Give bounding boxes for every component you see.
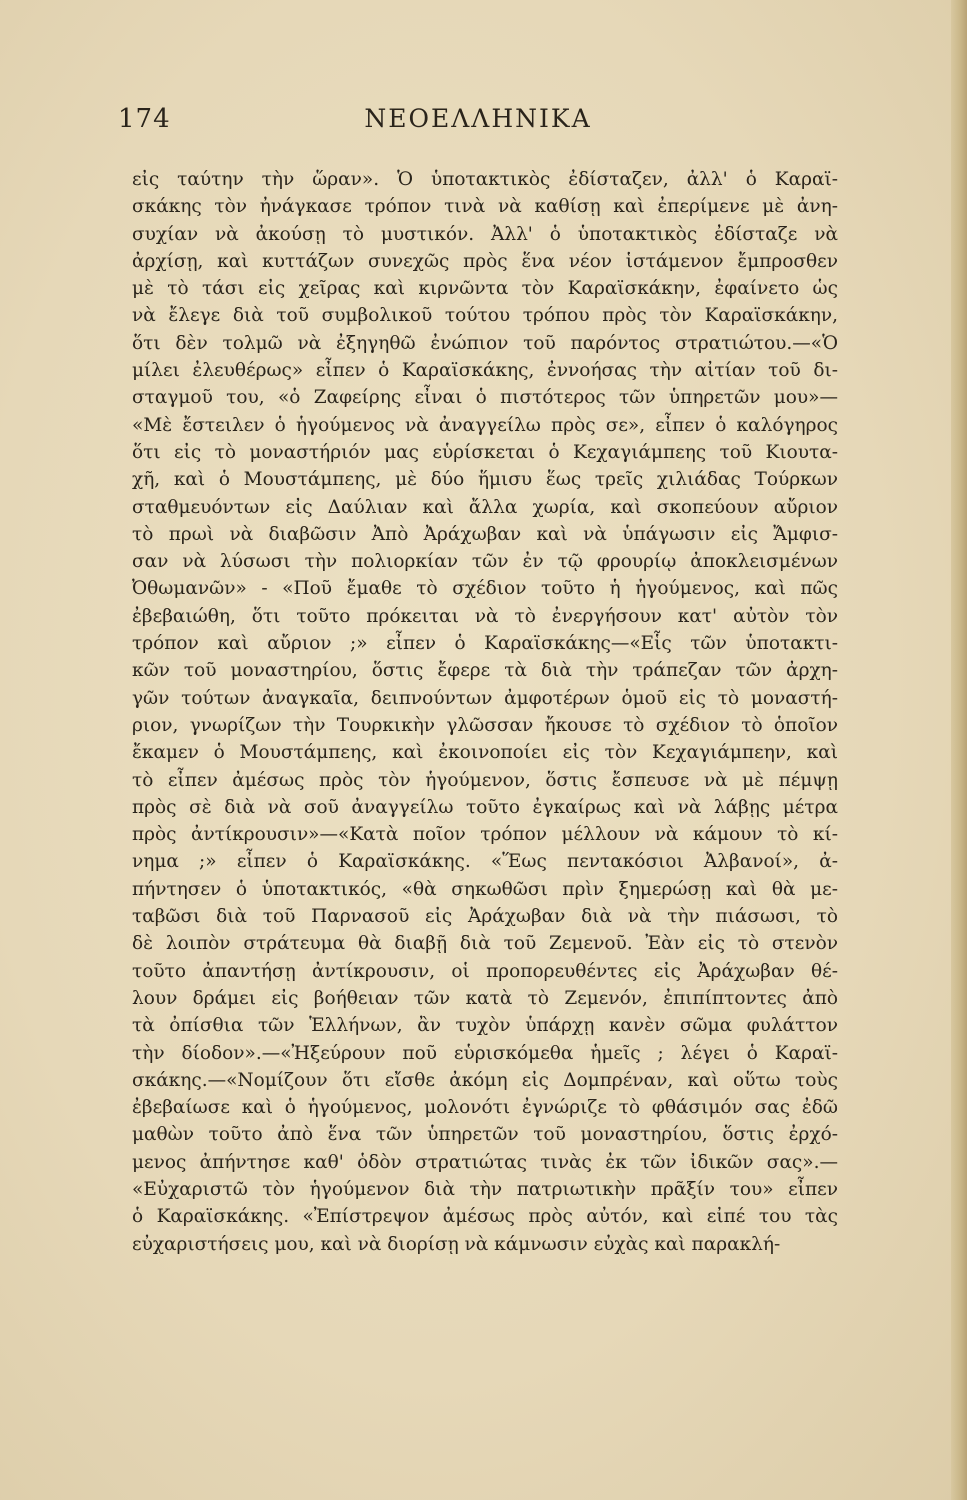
text-line: τὸ εἶπεν ἀμέσως πρὸς τὸν ἡγούμενον, ὅστις ἔσπευσε νὰ μὲ πέμψῃ <box>132 769 838 791</box>
text-line: σταθμευόντων εἰς Δαύλιαν καὶ ἄλλα χωρία, καὶ σκοπεύουν αὔριον <box>132 496 838 518</box>
running-head <box>118 104 838 140</box>
text-line: ὅτι δὲν τολμῶ νὰ ἐξηγηθῶ ἐνώπιον τοῦ παρόντος στρατιώτου.—«Ὁ <box>132 332 838 354</box>
text-line: τοῦτο ἀπαντήσῃ ἀντίκρουσιν, οἱ προπορευθέντες εἰς Ἀράχωβαν θέ- <box>132 960 838 982</box>
text-line: σαν νὰ λύσωσι τὴν πολιορκίαν τῶν ἐν τῷ φρουρίῳ ἀποκλεισμένων <box>132 551 838 573</box>
text-line: εἰς ταύτην τὴν ὥραν». Ὁ ὑποτακτικὸς ἐδίσταζεν, ἀλλ' ὁ Καραϊ- <box>132 169 838 190</box>
text-line: μὲ τὸ τάσι εἰς χεῖρας καὶ κιρνῶντα τὸν Καραϊσκάκην, ἐφαίνετο ὡς <box>132 278 838 300</box>
running-title: ΝΕΟΕΛΛΗΝΙΚΑ <box>364 104 592 133</box>
text-line: εὐχαριστήσεις μου, καὶ νὰ διορίσῃ νὰ κάμνωσιν εὐχὰς καὶ παρακλή- <box>132 1233 781 1255</box>
text-line: ὅτι εἰς τὸ μοναστήριόν μας εὑρίσκεται ὁ Κεχαγιάμπεης τοῦ Κιουτα- <box>132 441 838 463</box>
text-line: σκάκης τὸν ἠνάγκασε τρόπον τινὰ νὰ καθίσῃ καὶ ἐπερίμενε μὲ ἀνη- <box>132 196 838 218</box>
text-line: ἀρχίσῃ, καὶ κυττάζων συνεχῶς πρὸς ἕνα νέον ἱστάμενον ἔμπροσθεν <box>132 250 838 272</box>
text-line: τὰ ὀπίσθια τῶν Ἑλλήνων, ἂν τυχὸν ὑπάρχῃ κανὲν σῶμα φυλάττον <box>132 1015 838 1037</box>
page-number: 174 <box>118 104 171 134</box>
text-line: ὁ Καραϊσκάκης. «Ἐπίστρεψον ἀμέσως πρὸς αὐτόν, καὶ εἰπέ του τὰς <box>132 1206 838 1228</box>
body-text <box>132 166 838 1258</box>
text-line: χῆ, καὶ ὁ Μουστάμπεης, μὲ δύο ἥμισυ ἕως τρεῖς χιλιάδας Τούρκων <box>132 469 838 491</box>
text-line: «Εὐχαριστῶ τὸν ἡγούμενον διὰ τὴν πατριωτικὴν πρᾶξίν του» εἶπεν <box>132 1178 838 1200</box>
text-line: δὲ λοιπὸν στράτευμα θὰ διαβῇ διὰ τοῦ Ζεμενοῦ. Ἐὰν εἰς τὸ στενὸν <box>132 933 838 955</box>
text-line: Ὀθωμανῶν» - «Ποῦ ἔμαθε τὸ σχέδιον τοῦτο ἡ ἡγούμενος, καὶ πῶς <box>132 578 838 600</box>
page-edge <box>951 0 967 1500</box>
text-line: σταγμοῦ του, «ὁ Ζαφείρης εἶναι ὁ πιστότερος τῶν ὑπηρετῶν μου»— <box>132 387 838 409</box>
text-line: γῶν τούτων ἀναγκαῖα, δειπνούντων ἀμφοτέρων ὁμοῦ εἰς τὸ μοναστή- <box>132 687 838 709</box>
text-line: σκάκης.—«Νομίζουν ὅτι εἴσθε ἀκόμη εἰς Δομπρέναν, καὶ οὕτω τοὺς <box>132 1069 838 1091</box>
text-line: ἐβεβαίωσε καὶ ὁ ἡγούμενος, μολονότι ἐγνώριζε τὸ φθάσιμόν σας ἐδῶ <box>132 1097 838 1119</box>
text-line: τὴν δίοδον».—«Ἠξεύρουν ποῦ εὑρισκόμεθα ἡμεῖς ; λέγει ὁ Καραϊ- <box>132 1042 838 1064</box>
text-line: ἐβεβαιώθη, ὅτι τοῦτο πρόκειται νὰ τὸ ἐνεργήσουν κατ' αὐτὸν τὸν <box>132 605 838 627</box>
text-line: μίλει ἐλευθέρως» εἶπεν ὁ Καραϊσκάκης, ἐννοήσας τὴν αἰτίαν τοῦ δι- <box>132 360 838 382</box>
text-line: νημα ;» εἶπεν ὁ Καραϊσκάκης. «Ἕως πεντακόσιοι Ἀλβανοί», ἀ- <box>132 851 838 873</box>
text-line: πρὸς ἀντίκρουσιν»—«Κατὰ ποῖον τρόπον μέλλουν νὰ κάμουν τὸ κί- <box>132 824 838 846</box>
text-line: κῶν τοῦ μοναστηρίου, ὅστις ἔφερε τὰ διὰ τὴν τράπεζαν τῶν ἀρχη- <box>132 660 838 682</box>
text-line: νὰ ἔλεγε διὰ τοῦ συμβολικοῦ τούτου τρόπου πρὸς τὸν Καραϊσκάκην, <box>132 305 838 327</box>
text-line: λουν δράμει εἰς βοήθειαν τῶν κατὰ τὸ Ζεμενόν, ἐπιπίπτοντες ἀπὸ <box>132 987 838 1009</box>
text-line: πήντησεν ὁ ὑποτακτικός, «θὰ σηκωθῶσι πρὶν ξημερώσῃ καὶ θὰ με- <box>132 878 838 900</box>
text-line: τρόπον καὶ αὔριον ;» εἶπεν ὁ Καραϊσκάκης—«Εἷς τῶν ὑποτακτι- <box>132 633 838 655</box>
text-line: ριον, γνωρίζων τὴν Τουρκικὴν γλῶσσαν ἤκουσε τὸ σχέδιον τὸ ὁποῖον <box>132 714 838 736</box>
text-line: τὸ πρωὶ νὰ διαβῶσιν Ἀπὸ Ἀράχωβαν καὶ νὰ ὑπάγωσιν εἰς Ἄμφισ- <box>132 523 838 545</box>
text-line: μενος ἀπήντησε καθ' ὁδὸν στρατιώτας τινὰς ἐκ τῶν ἰδικῶν σας».— <box>132 1151 838 1173</box>
text-line: συχίαν νὰ ἀκούσῃ τὸ μυστικόν. Ἀλλ' ὁ ὑποτακτικὸς ἐδίσταζε νὰ <box>132 223 838 245</box>
text-line: ἔκαμεν ὁ Μουστάμπεης, καὶ ἐκοινοποίει εἰς τὸν Κεχαγιάμπεην, καὶ <box>132 742 838 764</box>
text-line: πρὸς σὲ διὰ νὰ σοῦ ἀναγγείλω τοῦτο ἐγκαίρως καὶ νὰ λάβῃς μέτρα <box>132 796 838 818</box>
text-line: μαθὼν τοῦτο ἀπὸ ἕνα τῶν ὑπηρετῶν τοῦ μοναστηρίου, ὅστις ἐρχό- <box>132 1124 838 1146</box>
text-line: ταβῶσι διὰ τοῦ Παρνασοῦ εἰς Ἀράχωβαν διὰ νὰ τὴν πιάσωσι, τὸ <box>132 906 838 928</box>
text-line: «Μὲ ἔστειλεν ὁ ἡγούμενος νὰ ἀναγγείλω πρὸς σε», εἶπεν ὁ καλόγηρος <box>132 414 838 436</box>
